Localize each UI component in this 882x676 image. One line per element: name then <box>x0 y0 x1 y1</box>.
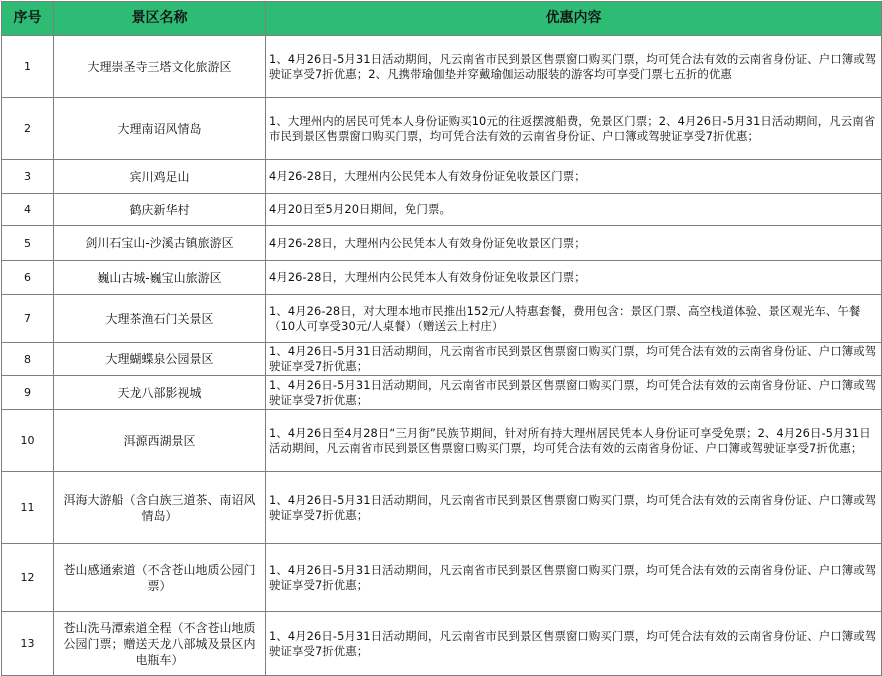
discount-content: 1、4月26日-5月31日活动期间，凡云南省市民到景区售票窗口购买门票，均可凭合法有效的云南省身份证、户口簿或驾驶证享受7折优惠； <box>266 343 882 376</box>
table-header-row <box>2 2 882 36</box>
table-row <box>2 376 882 410</box>
scenic-name: 苍山感通索道（不含苍山地质公园门票） <box>54 544 266 612</box>
scenic-name: 天龙八部影视城 <box>54 376 266 410</box>
scenic-name: 洱源西湖景区 <box>54 410 266 472</box>
row-number: 12 <box>2 544 54 612</box>
discount-content: 4月26-28日，大理州内公民凭本人有效身份证免收景区门票； <box>266 261 882 295</box>
scenic-name: 宾川鸡足山 <box>54 160 266 194</box>
row-number: 5 <box>2 226 54 261</box>
table-row <box>2 160 882 194</box>
discount-content: 1、大理州内的居民可凭本人身份证购买10元的往返摆渡船费，免景区门票；2、4月26日-5月31日活动期间，凡云南省市民到景区售票窗口购买门票，均可凭合法有效的云南省身份证、户口簿或驾驶证享受7折优惠； <box>266 98 882 160</box>
row-number: 8 <box>2 343 54 376</box>
discount-table <box>1 1 882 676</box>
table-row <box>2 612 882 676</box>
table-row <box>2 295 882 343</box>
row-number: 11 <box>2 472 54 544</box>
discount-content: 1、4月26日至4月28日“三月街”民族节期间，针对所有持大理州居民凭本人身份证可享受免票；2、4月26日-5月31日活动期间，凡云南省市民到景区售票窗口购买门票，均可凭合法有效的云南省身份证、户口簿或驾驶证享受7折优惠； <box>266 410 882 472</box>
row-number: 1 <box>2 36 54 98</box>
scenic-name: 苍山洗马潭索道全程（不含苍山地质公园门票；赠送天龙八部城及景区内电瓶车） <box>54 612 266 676</box>
table-row <box>2 226 882 261</box>
row-number: 7 <box>2 295 54 343</box>
scenic-name: 巍山古城-巍宝山旅游区 <box>54 261 266 295</box>
row-number: 13 <box>2 612 54 676</box>
discount-content: 4月26-28日，大理州内公民凭本人有效身份证免收景区门票； <box>266 226 882 261</box>
scenic-name: 大理蝴蝶泉公园景区 <box>54 343 266 376</box>
header-no: 序号 <box>2 2 54 36</box>
row-number: 10 <box>2 410 54 472</box>
row-number: 4 <box>2 194 54 226</box>
table-row <box>2 544 882 612</box>
scenic-name: 大理茶渔石门关景区 <box>54 295 266 343</box>
discount-content: 1、4月26日-5月31日活动期间，凡云南省市民到景区售票窗口购买门票，均可凭合法有效的云南省身份证、户口簿或驾驶证享受7折优惠； <box>266 544 882 612</box>
table-row <box>2 343 882 376</box>
header-name: 景区名称 <box>54 2 266 36</box>
scenic-name: 大理南诏风情岛 <box>54 98 266 160</box>
row-number: 6 <box>2 261 54 295</box>
header-content: 优惠内容 <box>266 2 882 36</box>
discount-content: 4月20日至5月20日期间，免门票。 <box>266 194 882 226</box>
discount-content: 1、4月26日-5月31日活动期间，凡云南省市民到景区售票窗口购买门票，均可凭合法有效的云南省身份证、户口簿或驾驶证享受7折优惠； <box>266 376 882 410</box>
table-row <box>2 36 882 98</box>
scenic-name: 大理崇圣寺三塔文化旅游区 <box>54 36 266 98</box>
table-row <box>2 261 882 295</box>
row-number: 2 <box>2 98 54 160</box>
scenic-name: 鹤庆新华村 <box>54 194 266 226</box>
row-number: 3 <box>2 160 54 194</box>
row-number: 9 <box>2 376 54 410</box>
table-row <box>2 194 882 226</box>
table-row <box>2 472 882 544</box>
discount-content: 1、4月26日-5月31日活动期间，凡云南省市民到景区售票窗口购买门票，均可凭合法有效的云南省身份证、户口簿或驾驶证享受7折优惠； <box>266 612 882 676</box>
table-row <box>2 98 882 160</box>
scenic-name: 剑川石宝山-沙溪古镇旅游区 <box>54 226 266 261</box>
scenic-name: 洱海大游船（含白族三道茶、南诏风情岛） <box>54 472 266 544</box>
discount-content: 4月26-28日，大理州内公民凭本人有效身份证免收景区门票； <box>266 160 882 194</box>
discount-content: 1、4月26日-5月31日活动期间，凡云南省市民到景区售票窗口购买门票，均可凭合法有效的云南省身份证、户口簿或驾驶证享受7折优惠； <box>266 472 882 544</box>
table-row <box>2 410 882 472</box>
discount-content: 1、4月26-28日，对大理本地市民推出152元/人特惠套餐，费用包含：景区门票、高空栈道体验、景区观光车、午餐（10人可享受30元/人桌餐）（赠送云上村庄） <box>266 295 882 343</box>
discount-content: 1、4月26日-5月31日活动期间，凡云南省市民到景区售票窗口购买门票，均可凭合法有效的云南省身份证、户口簿或驾驶证享受7折优惠；2、凡携带瑜伽垫并穿戴瑜伽运动服装的游客均可享受门票七五折的优惠 <box>266 36 882 98</box>
